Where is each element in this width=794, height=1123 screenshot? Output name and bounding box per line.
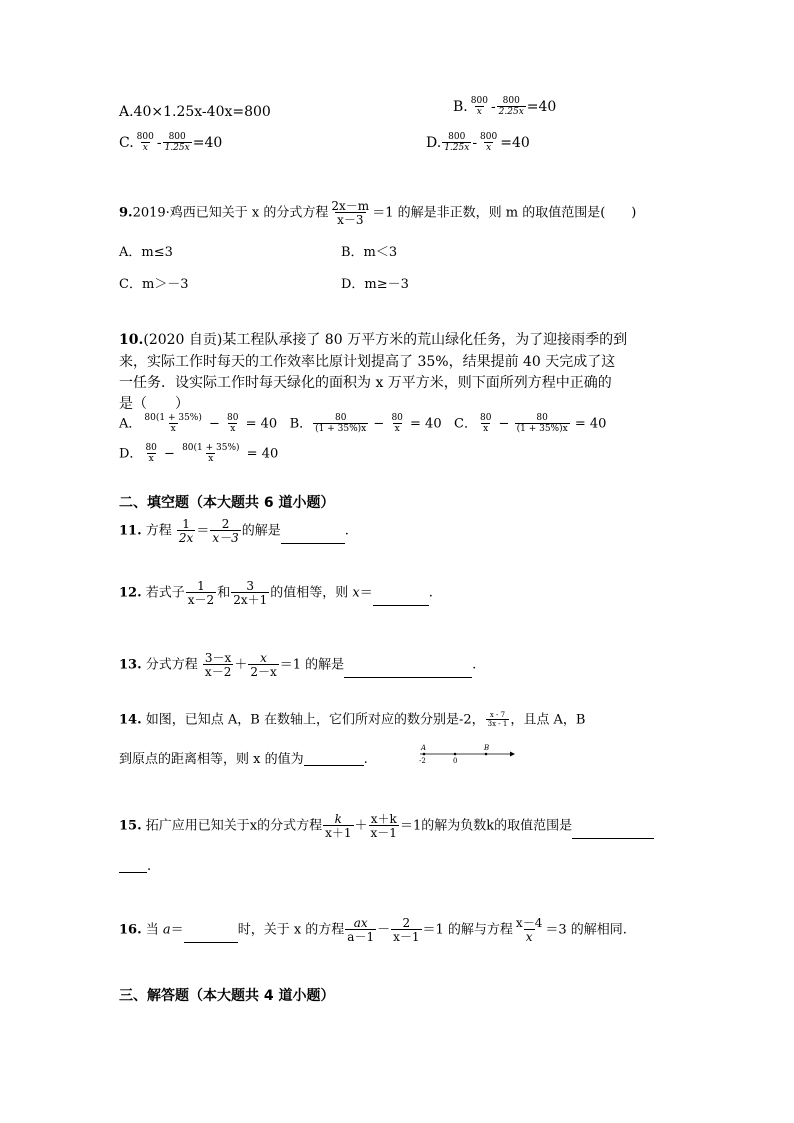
q9-option-a: A．m≤3 bbox=[119, 245, 173, 260]
question-14-line1: 14. 如图，已知点 A，B 在数轴上，它们所对应的数分别是-2， $\frac{x - 7}{3x - 1}$ ，且点 A，B bbox=[119, 711, 586, 728]
q8-option-d: D. $\frac{800}{1.25x}$ - $\frac{800}{x}$ =40 bbox=[426, 132, 530, 153]
question-10-line3: 一任务．设实际工作时每天绿化的面积为 x 万平方米，则下面所列方程中正确的 bbox=[119, 375, 612, 391]
q9-option-b: B．m＜3 bbox=[341, 245, 398, 260]
number-line-arrow bbox=[510, 752, 515, 757]
number-line-figure bbox=[418, 742, 516, 766]
q10-option-d: D． $\frac{80}{x}$ − $\frac{80(1 + 35\%)}{x}$ = 40 bbox=[119, 443, 279, 464]
question-10-line2: 来，实际工作时每天的工作效率比原计划提高了 35%，结果提前 40 天完成了这 bbox=[119, 354, 616, 370]
q9-option-c: C．m＞－3 bbox=[119, 277, 189, 292]
q8-option-b: B. $\frac{800}{x}$ - $\frac{800}{2.25x}$ =40 bbox=[453, 96, 557, 117]
label-b: B bbox=[484, 744, 490, 752]
question-15: 15. 拓广应用已知关于x的分式方程 $\frac{k}{x+1}$ ＋ $\frac{x+k}{x-1}$ ＝1的解为负数k的取值范围是 bbox=[119, 813, 654, 839]
answer-blank[interactable] bbox=[373, 592, 429, 606]
question-11: 11. 方程 $\frac{1}{2x}$ ＝ $\frac{2}{x-3}$ 的解是 . bbox=[119, 517, 349, 545]
q8-option-c: C. $\frac{800}{x}$ - $\frac{800}{1.25x}$ =40 bbox=[119, 132, 223, 153]
q9-option-d: D．m≥－3 bbox=[341, 277, 409, 292]
answer-blank[interactable] bbox=[304, 752, 364, 766]
question-14-line2: 到原点的距离相等，则 x 的值为 . bbox=[119, 752, 368, 767]
label-zero: 0 bbox=[453, 757, 458, 765]
question-10-line4: 是（ ） bbox=[119, 396, 189, 412]
point-b bbox=[485, 753, 488, 756]
q8-option-a: A.40×1.25x-40x=800 bbox=[119, 104, 271, 120]
section-2-heading: 二、填空题（本大题共 6 道小题） bbox=[119, 495, 335, 511]
point-a bbox=[423, 753, 426, 756]
question-10-line1: 10.(2020 自贡)某工程队承接了 80 万平方米的荒山绿化任务，为了迎接雨季的到 bbox=[119, 332, 628, 348]
q10-options-abc: A． $\frac{80(1 + 35\%)}{x}$ − $\frac{80}{x}$ = 40 B． $\frac{80}{(1 + 35\%)x}$ − $\frac{80}{x}$ = 40 C． $\frac{80}{x}$ − $\frac{80}{(1 + 35\%)x}$ = 40 bbox=[119, 413, 607, 434]
question-16: 16. 当 a＝ 时，关于 x 的方程 $\frac{ax}{a-1}$ － $\frac{2}{x-1}$ ＝1 的解与方程 $\frac{x-4}{x}$ ＝3 的解相同. bbox=[119, 916, 627, 944]
label-a: A bbox=[421, 744, 427, 752]
question-13: 13. 分式方程 $\frac{3-x}{x-2}$ ＋ $\frac{x}{2-x}$ ＝1 的解是 . bbox=[119, 651, 477, 679]
answer-blank[interactable] bbox=[281, 530, 345, 544]
answer-blank[interactable] bbox=[344, 664, 472, 678]
question-15-cont: . bbox=[119, 859, 151, 873]
label-minus-2: -2 bbox=[419, 757, 426, 765]
answer-blank-cont[interactable] bbox=[119, 859, 147, 873]
origin-point bbox=[454, 753, 457, 756]
question-9: 9.2019·鸡西已知关于 x 的分式方程 $\frac{2x-m}{x-3}$ ＝1 的解是非正数，则 m 的取值范围是( ) bbox=[119, 199, 637, 227]
answer-blank[interactable] bbox=[572, 825, 654, 839]
answer-blank[interactable] bbox=[184, 929, 238, 943]
section-3-heading: 三、解答题（本大题共 4 道小题） bbox=[119, 988, 335, 1004]
question-12: 12. 若式子 $\frac{1}{x-2}$ 和 $\frac{3}{2x+1}$ 的值相等，则 x＝ . bbox=[119, 579, 433, 607]
